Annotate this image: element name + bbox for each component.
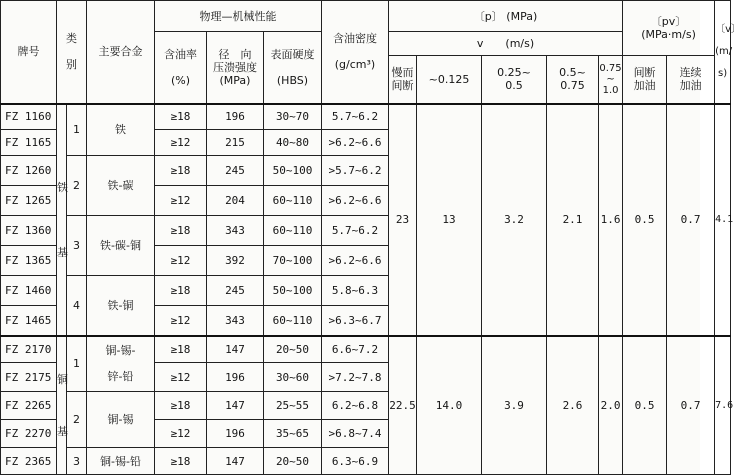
subgroup-num: 4 [67, 276, 87, 336]
table-row [1, 104, 731, 130]
grade-cell: FZ 1160 [1, 104, 57, 130]
alloy-cell: 铜-锡 [87, 392, 155, 448]
density-cell: 5.8~6.3 [322, 276, 389, 306]
density-cell: 5.7~6.2 [322, 215, 389, 245]
oil-rate-cell: ≥18 [155, 215, 207, 245]
crush-cell: 343 [207, 215, 264, 245]
header-mech-props: 物理—机械性能 [155, 1, 322, 32]
header-v-slow: 慢而 间断 [389, 55, 417, 103]
hardness-cell: 60~110 [264, 306, 322, 336]
subgroup-num: 3 [67, 215, 87, 275]
p-0125-iron: 13 [417, 104, 482, 336]
p-025-iron: 3.2 [482, 104, 547, 336]
oil-rate-cell: ≥18 [155, 336, 207, 363]
v-max-copper: 7.6 [715, 336, 731, 475]
header-hardness: 表面硬度 (HBS) [264, 32, 322, 104]
crush-cell: 196 [207, 363, 264, 392]
oil-rate-cell: ≥18 [155, 104, 207, 130]
oil-rate-cell: ≥18 [155, 155, 207, 185]
density-cell: >6.8~7.4 [322, 420, 389, 448]
grade-cell: FZ 2170 [1, 336, 57, 363]
crush-cell: 245 [207, 276, 264, 306]
density-cell: 6.3~6.9 [322, 448, 389, 475]
header-grade: 牌号 [1, 1, 57, 104]
density-cell: >6.2~6.6 [322, 129, 389, 155]
grade-cell: FZ 1360 [1, 215, 57, 245]
header-p-group: 〔p〕 (MPa) [389, 1, 623, 32]
grade-cell: FZ 2265 [1, 392, 57, 420]
density-cell: >6.2~6.6 [322, 185, 389, 215]
hardness-cell: 60~110 [264, 215, 322, 245]
p-0125-copper: 14.0 [417, 336, 482, 475]
header-oil-density: 含油密度 (g/cm³) [322, 1, 389, 104]
subgroup-num: 1 [67, 336, 87, 392]
header-v-max: 〔v〕 (m/ s) [715, 1, 731, 104]
oil-rate-cell: ≥12 [155, 129, 207, 155]
oil-rate-cell: ≥12 [155, 363, 207, 392]
crush-cell: 245 [207, 155, 264, 185]
grade-cell: FZ 2270 [1, 420, 57, 448]
oil-rate-cell: ≥18 [155, 392, 207, 420]
subgroup-num: 2 [67, 155, 87, 215]
p-05-copper: 2.6 [547, 336, 599, 475]
p-slow-iron: 23 [389, 104, 417, 336]
group-label-iron: 铁 基 [57, 104, 67, 336]
density-cell: >7.2~7.8 [322, 363, 389, 392]
alloy-cell: 铁-铜 [87, 276, 155, 336]
hardness-cell: 40~80 [264, 129, 322, 155]
hardness-cell: 20~50 [264, 336, 322, 363]
oil-rate-cell: ≥12 [155, 185, 207, 215]
oil-rate-cell: ≥12 [155, 246, 207, 276]
subgroup-num: 1 [67, 104, 87, 156]
hardness-cell: 30~70 [264, 104, 322, 130]
density-cell: >6.3~6.7 [322, 306, 389, 336]
hardness-cell: 70~100 [264, 246, 322, 276]
hardness-cell: 20~50 [264, 448, 322, 475]
p-075-iron: 1.6 [599, 104, 623, 336]
header-v-075: 0.75 ~ 1.0 [599, 55, 623, 103]
header-pv-group: 〔pv〕 (MPa·m/s) [623, 1, 715, 56]
pv-intermittent-copper: 0.5 [623, 336, 667, 475]
header-main-alloy: 主要合金 [87, 1, 155, 104]
hardness-cell: 50~100 [264, 155, 322, 185]
hardness-cell: 35~65 [264, 420, 322, 448]
pv-intermittent-iron: 0.5 [623, 104, 667, 336]
group-label-copper: 铜 基 [57, 336, 67, 475]
crush-cell: 343 [207, 306, 264, 336]
alloy-cell: 铜-锡- 锌-铅 [87, 336, 155, 392]
hardness-cell: 60~110 [264, 185, 322, 215]
pv-continuous-iron: 0.7 [667, 104, 715, 336]
oil-rate-cell: ≥12 [155, 306, 207, 336]
grade-cell: FZ 1460 [1, 276, 57, 306]
grade-cell: FZ 1260 [1, 155, 57, 185]
subgroup-num: 3 [67, 448, 87, 475]
header-pv-continuous: 连续 加油 [667, 55, 715, 103]
density-cell: >6.2~6.6 [322, 246, 389, 276]
alloy-cell: 铁-碳 [87, 155, 155, 215]
density-cell: 6.2~6.8 [322, 392, 389, 420]
alloy-cell: 铜-锡-铅 [87, 448, 155, 475]
density-cell: 5.7~6.2 [322, 104, 389, 130]
crush-cell: 196 [207, 104, 264, 130]
alloy-cell: 铁 [87, 104, 155, 156]
header-v-05: 0.5~ 0.75 [547, 55, 599, 103]
header-v-025: 0.25~ 0.5 [482, 55, 547, 103]
table-row [1, 336, 731, 363]
header-v-0125: ~0.125 [417, 55, 482, 103]
p-slow-copper: 22.5 [389, 336, 417, 475]
grade-cell: FZ 1465 [1, 306, 57, 336]
crush-cell: 147 [207, 448, 264, 475]
header-v-row: v (m/s) [389, 32, 623, 56]
crush-cell: 204 [207, 185, 264, 215]
alloy-cell: 铁-碳-铜 [87, 215, 155, 275]
crush-cell: 196 [207, 420, 264, 448]
oil-rate-cell: ≥12 [155, 420, 207, 448]
pv-continuous-copper: 0.7 [667, 336, 715, 475]
grade-cell: FZ 1265 [1, 185, 57, 215]
grade-cell: FZ 2365 [1, 448, 57, 475]
header-class: 类 别 [57, 1, 87, 104]
crush-cell: 215 [207, 129, 264, 155]
header-crush-strength: 径 向 压溃强度 (MPa) [207, 32, 264, 104]
density-cell: 6.6~7.2 [322, 336, 389, 363]
grade-cell: FZ 1365 [1, 246, 57, 276]
crush-cell: 147 [207, 392, 264, 420]
grade-cell: FZ 2175 [1, 363, 57, 392]
crush-cell: 392 [207, 246, 264, 276]
density-cell: >5.7~6.2 [322, 155, 389, 185]
oil-rate-cell: ≥18 [155, 448, 207, 475]
grade-cell: FZ 1165 [1, 129, 57, 155]
hardness-cell: 30~60 [264, 363, 322, 392]
p-075-copper: 2.0 [599, 336, 623, 475]
p-025-copper: 3.9 [482, 336, 547, 475]
v-max-iron: 4.1 [715, 104, 731, 336]
hardness-cell: 25~55 [264, 392, 322, 420]
subgroup-num: 2 [67, 392, 87, 448]
p-05-iron: 2.1 [547, 104, 599, 336]
crush-cell: 147 [207, 336, 264, 363]
header-oil-rate: 含油率 (%) [155, 32, 207, 104]
oil-rate-cell: ≥18 [155, 276, 207, 306]
header-pv-intermittent: 间断 加油 [623, 55, 667, 103]
hardness-cell: 50~100 [264, 276, 322, 306]
